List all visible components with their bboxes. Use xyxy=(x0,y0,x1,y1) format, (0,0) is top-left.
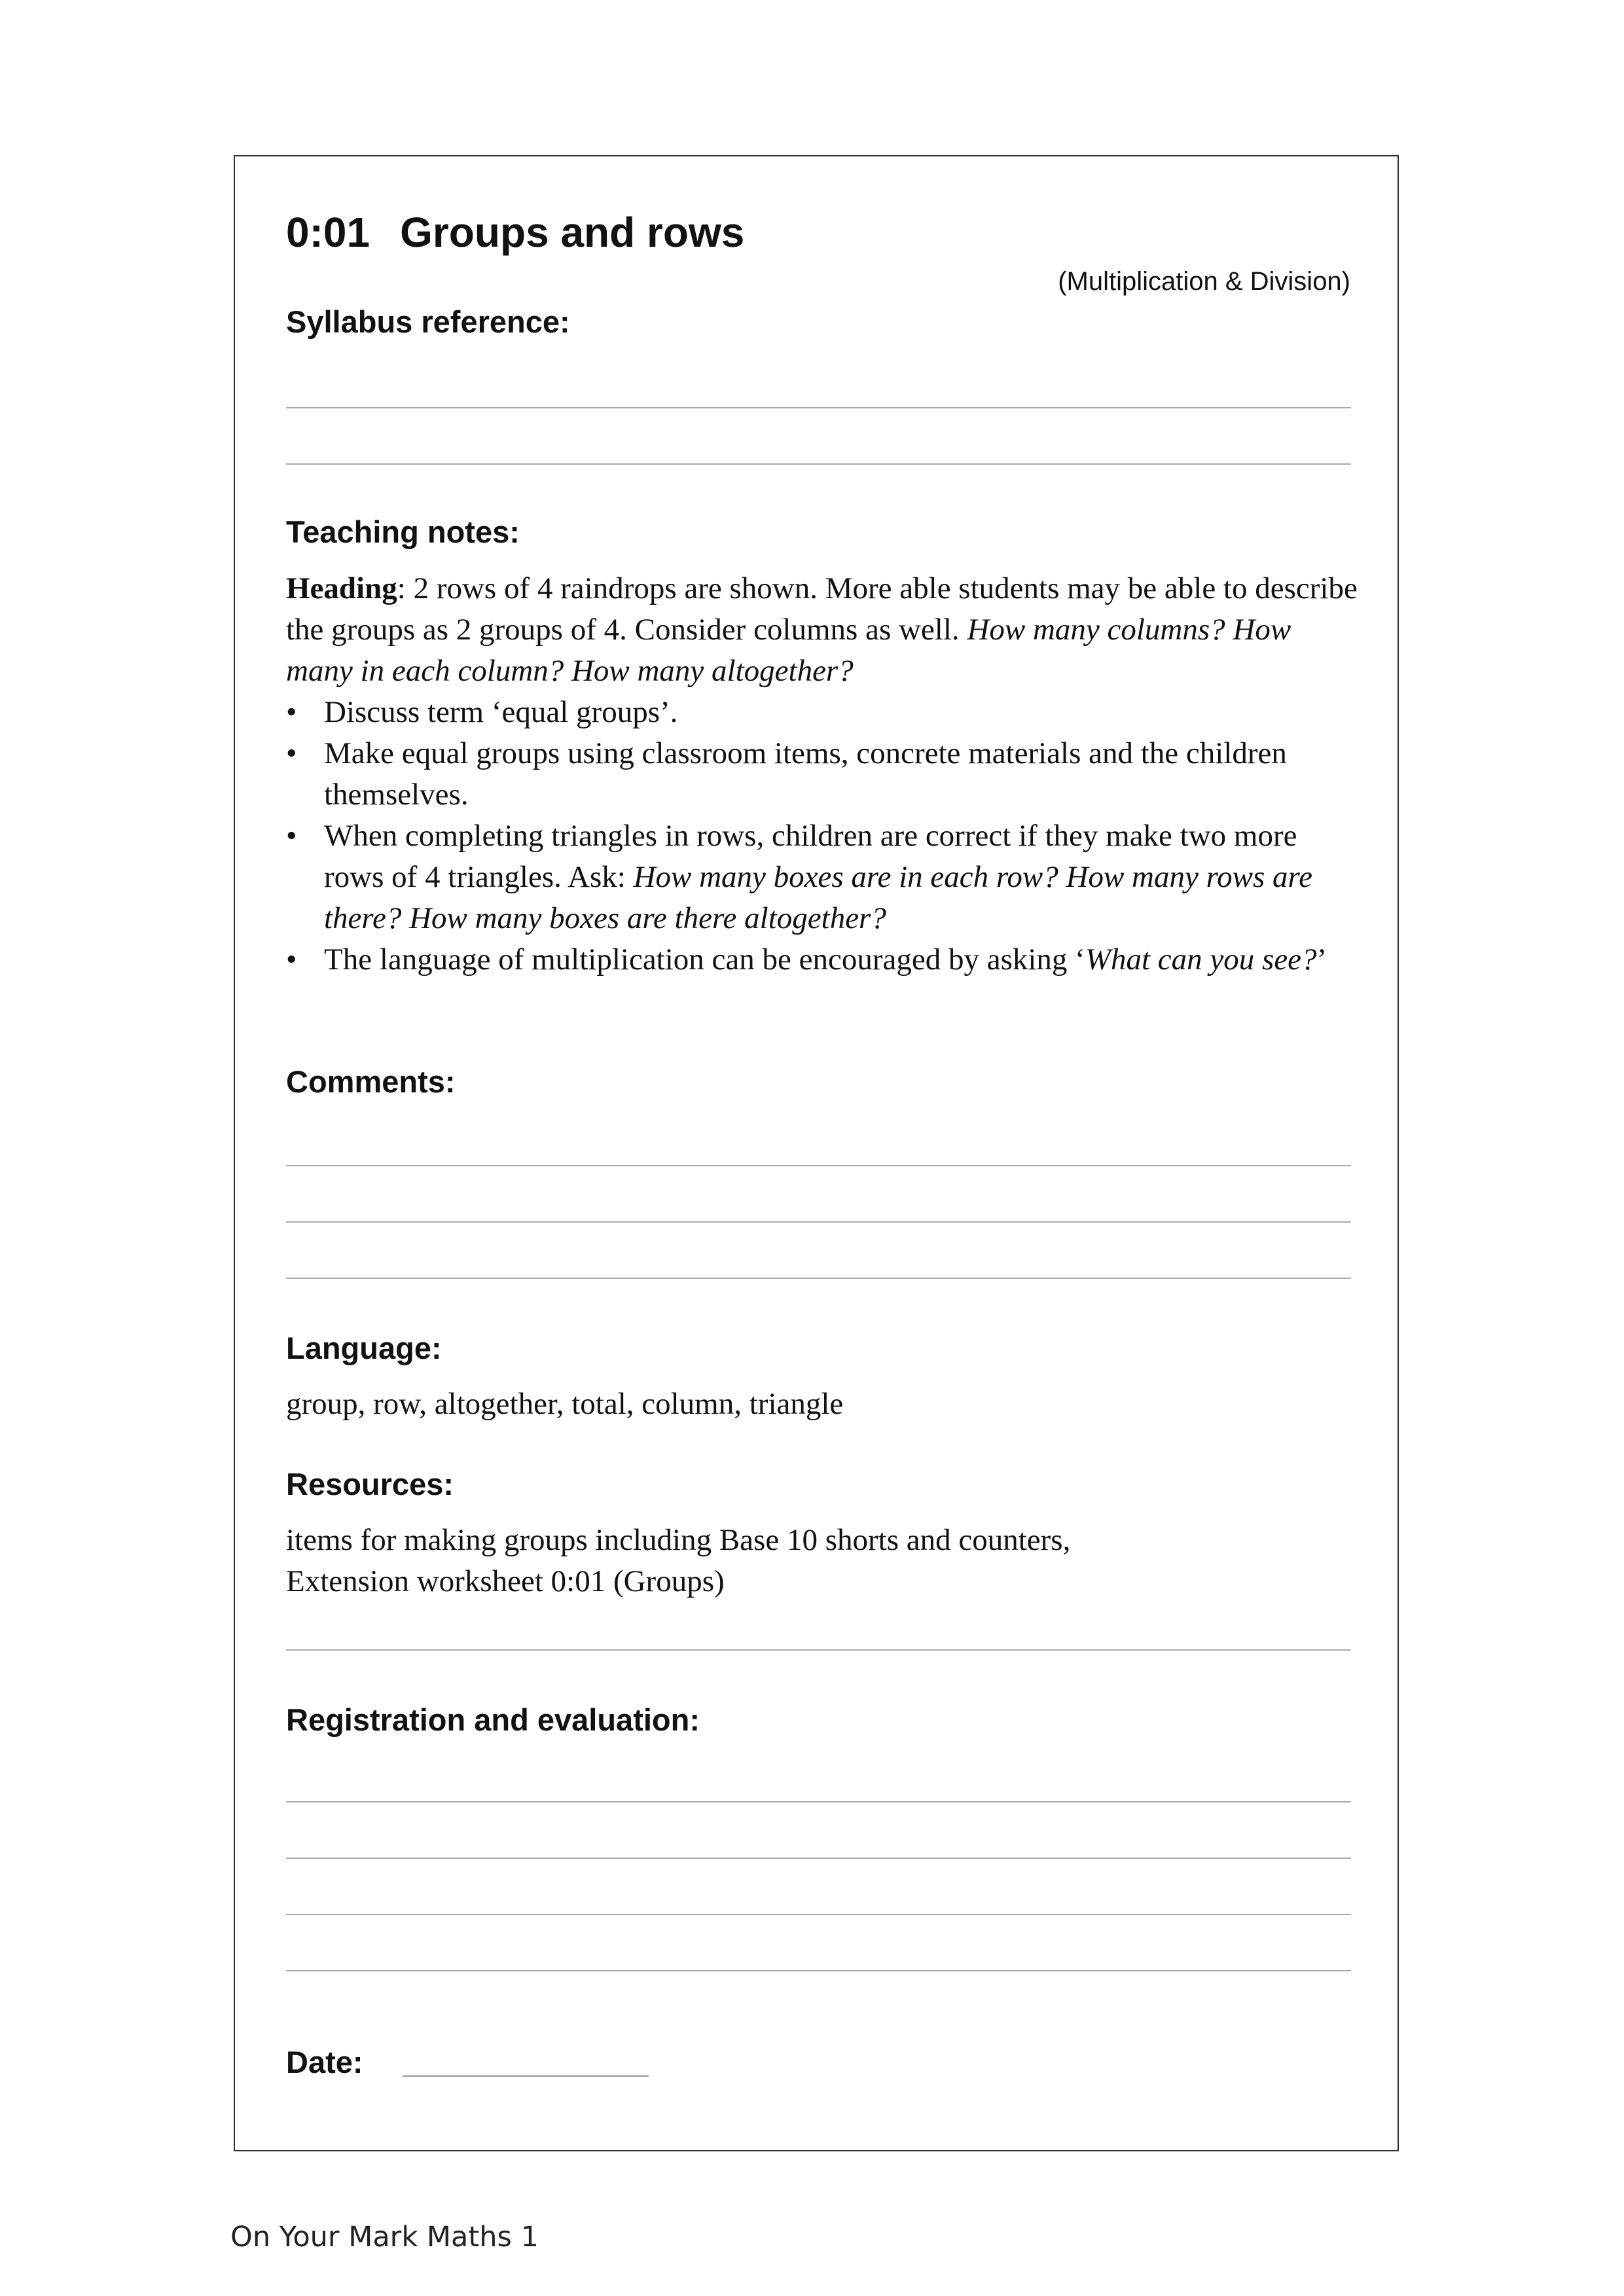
resources-line-2: Extension worksheet 0:01 (Groups) xyxy=(286,1564,725,1598)
teaching-intro xyxy=(286,568,1360,692)
page-footer: On Your Mark Maths 1 xyxy=(230,2221,539,2253)
registration-heading: Registration and evaluation: xyxy=(286,1702,700,1737)
bullet-text: When completing triangles in rows, children are correct if they make two more rows of 4 triangles. Ask: xyxy=(324,819,1297,894)
comments-line-1 xyxy=(286,1165,1351,1166)
resources-line-1: items for making groups including Base 10 shorts and counters, xyxy=(286,1523,1071,1557)
registration-line-4 xyxy=(286,1970,1351,1971)
bullet-text: Make equal groups using classroom items, concrete materials and the children themselves. xyxy=(324,736,1287,812)
teaching-bullets xyxy=(286,692,1360,980)
bullet-text: Discuss term ‘equal groups’. xyxy=(324,695,678,729)
teaching-notes-body xyxy=(286,568,1360,980)
registration-line-2 xyxy=(286,1857,1351,1859)
strand-label: (Multiplication & Division) xyxy=(1058,267,1350,296)
language-text: group, row, altogether, total, column, triangle xyxy=(286,1387,844,1421)
comments-line-3 xyxy=(286,1278,1351,1279)
resources-line xyxy=(286,1649,1351,1651)
lesson-title: Groups and rows xyxy=(400,209,745,256)
resources-heading: Resources: xyxy=(286,1467,454,1501)
date-label: Date: xyxy=(286,2045,363,2079)
teaching-notes-heading: Teaching notes: xyxy=(286,514,520,549)
bullet-italic: What can you see? xyxy=(1085,942,1317,977)
intro-questions: How many columns? How many in each column? How many altogether? xyxy=(286,613,1291,688)
lesson-number: 0:01 xyxy=(286,209,370,256)
bullet-italic: How many boxes are in each row? How many rows are there? How many boxes are there altogether? xyxy=(324,860,1312,935)
intro-label: Heading xyxy=(286,571,397,605)
bullet-item xyxy=(286,733,1360,816)
registration-line-3 xyxy=(286,1914,1351,1915)
comments-heading: Comments: xyxy=(286,1064,456,1099)
intro-text: : 2 rows of 4 raindrops are shown. More able students may be able to describe the groups as 2 groups of 4. Consider columns as well. xyxy=(286,571,1358,647)
bullet-item xyxy=(286,692,1360,733)
syllabus-line-2 xyxy=(286,463,1351,465)
syllabus-heading: Syllabus reference: xyxy=(286,304,570,339)
language-heading: Language: xyxy=(286,1331,442,1365)
syllabus-line-1 xyxy=(286,407,1351,408)
resources-text xyxy=(286,1520,1360,1602)
bullet-item xyxy=(286,816,1360,939)
worksheet-frame xyxy=(234,155,1399,2151)
bullet-item xyxy=(286,939,1360,980)
page-title xyxy=(286,208,744,257)
date-line xyxy=(403,2075,649,2077)
bullet-tail: ’ xyxy=(1316,942,1327,977)
comments-line-2 xyxy=(286,1221,1351,1223)
registration-line-1 xyxy=(286,1801,1351,1803)
bullet-text: The language of multiplication can be encouraged by asking ‘ xyxy=(324,942,1085,977)
